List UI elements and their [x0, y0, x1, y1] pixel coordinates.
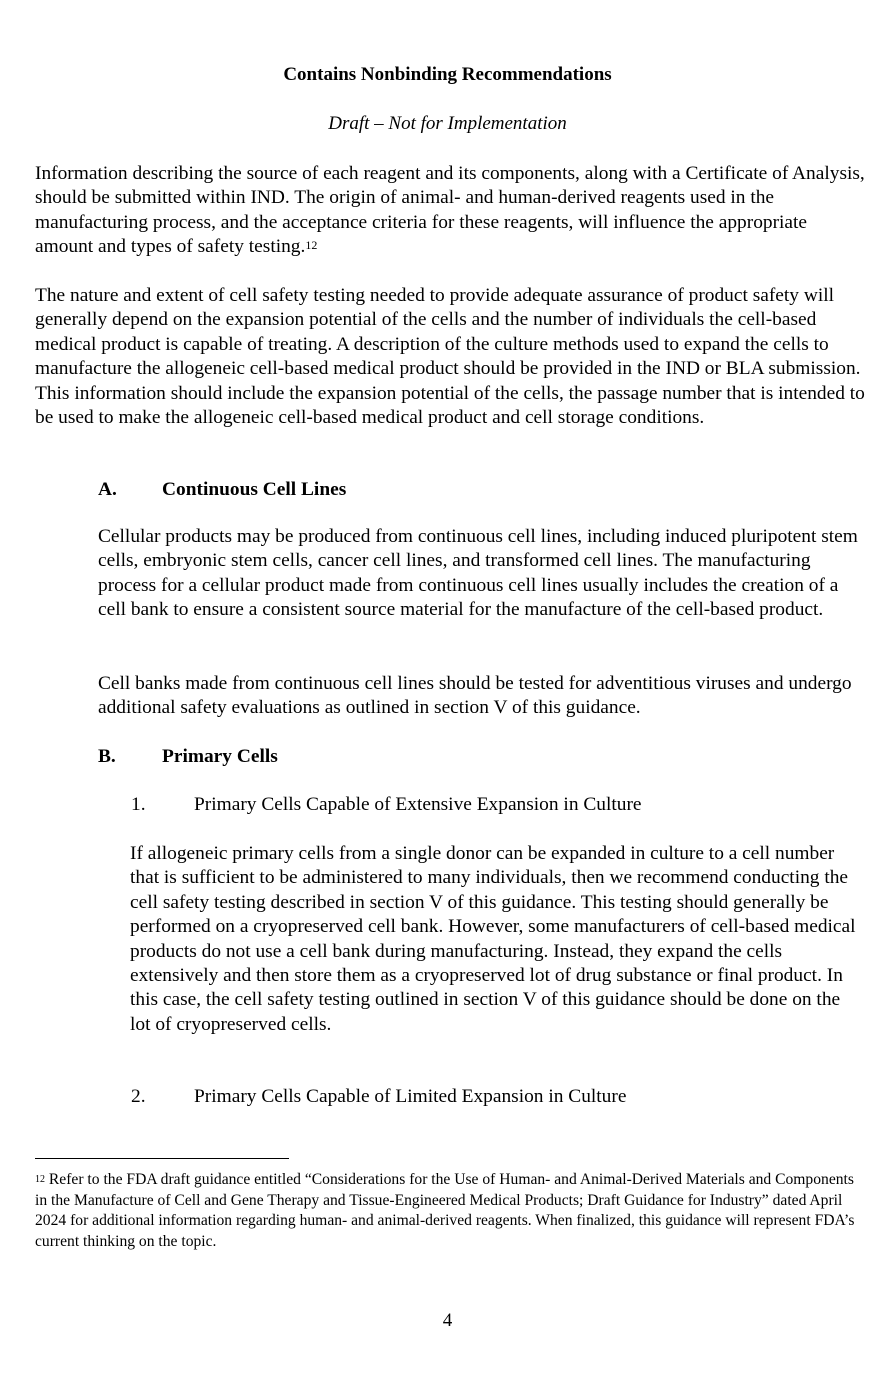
section-b-heading — [98, 745, 798, 769]
subsection-2-heading — [131, 1085, 831, 1109]
cell-banks-paragraph: Cell banks made from continuous cell lines should be tested for adventitious viruses and undergo additional safety evaluations as outlined in section V of this guidance. — [98, 673, 852, 719]
extensive-expansion-paragraph: If allogeneic primary cells from a single donor can be expanded in culture to a cell number that is sufficient to be administered to many individuals, then we recommend conducting the cell safety testing described in section V of this guidance. This testing should generally be performed on a cryopreserved cell bank. However, some manufacturers of cell-based medical products do not use a cell bank during manufacturing. Instead, they expand the cells extensively and then store them as a cryopreserved lot of drug substance or final product. In this case, the cell safety testing outlined in section V of this guidance should be done on the lot of cryopreserved cells. — [130, 843, 856, 1035]
nonbinding-header: Contains Nonbinding Recommendations — [283, 64, 612, 85]
section-b-title: Primary Cells — [162, 746, 278, 767]
subsection-1-title: Primary Cells Capable of Extensive Expansion in Culture — [194, 794, 642, 815]
section-a-heading — [98, 478, 798, 502]
reagent-info-text: Information describing the source of each reagent and its components, along with a Certificate of Analysis, should be submitted within IND. The origin of animal- and human-derived reagents used in the manufacturing process, and the acceptance criteria for these reagents, will influence the appropriate amount and types of safety testing. — [35, 163, 865, 258]
continuous-cell-lines-paragraph: Cellular products may be produced from continuous cell lines, including induced pluripotent stem cells, embryonic stem cells, cancer cell lines, and transformed cell lines. The manufacturing process for a cellular product made from continuous cell lines usually includes the creation of a cell bank to ensure a consistent source material for the manufacture of the cell-based product. — [98, 526, 858, 621]
subsection-2-title: Primary Cells Capable of Limited Expansion in Culture — [194, 1086, 627, 1107]
draft-header: Draft – Not for Implementation — [328, 113, 567, 134]
subsection-1-heading — [131, 793, 831, 817]
footnote-separator — [35, 1158, 289, 1159]
subsection-1-number: 1. — [131, 794, 146, 815]
subsection-2-number: 2. — [131, 1086, 146, 1107]
footnote-number: 12 — [35, 1174, 45, 1185]
footnote-text: Refer to the FDA draft guidance entitled “Considerations for the Use of Human- and Animal-Derived Materials and Components in the Manufacture of Cell and Gene Therapy and Tissue-Engineered Medical Products; Draft Guidance for Industry” dated April 2024 for additional information regarding human- and animal-derived reagents. When finalized, this guidance will represent FDA’s current thinking on the topic. — [35, 1171, 855, 1250]
reagent-info-paragraph — [35, 162, 865, 260]
footnote-reference[interactable]: 12 — [305, 238, 318, 253]
section-a-title: Continuous Cell Lines — [162, 479, 347, 500]
cell-safety-paragraph: The nature and extent of cell safety testing needed to provide adequate assurance of product safety will generally depend on the expansion potential of the cells and the number of individuals the cell-based medical product is capable of treating. A description of the culture methods used to expand the cells to manufacture the allogeneic cell-based medical product should be provided in the IND or BLA submission. This information should include the expansion potential of the cells, the passage number that is intended to be used to make the allogeneic cell-based medical product and cell storage conditions. — [35, 285, 865, 429]
section-b-number: B. — [98, 746, 116, 767]
page-number: 4 — [442, 1310, 453, 1331]
footnote — [35, 1170, 855, 1252]
section-a-number: A. — [98, 479, 117, 500]
